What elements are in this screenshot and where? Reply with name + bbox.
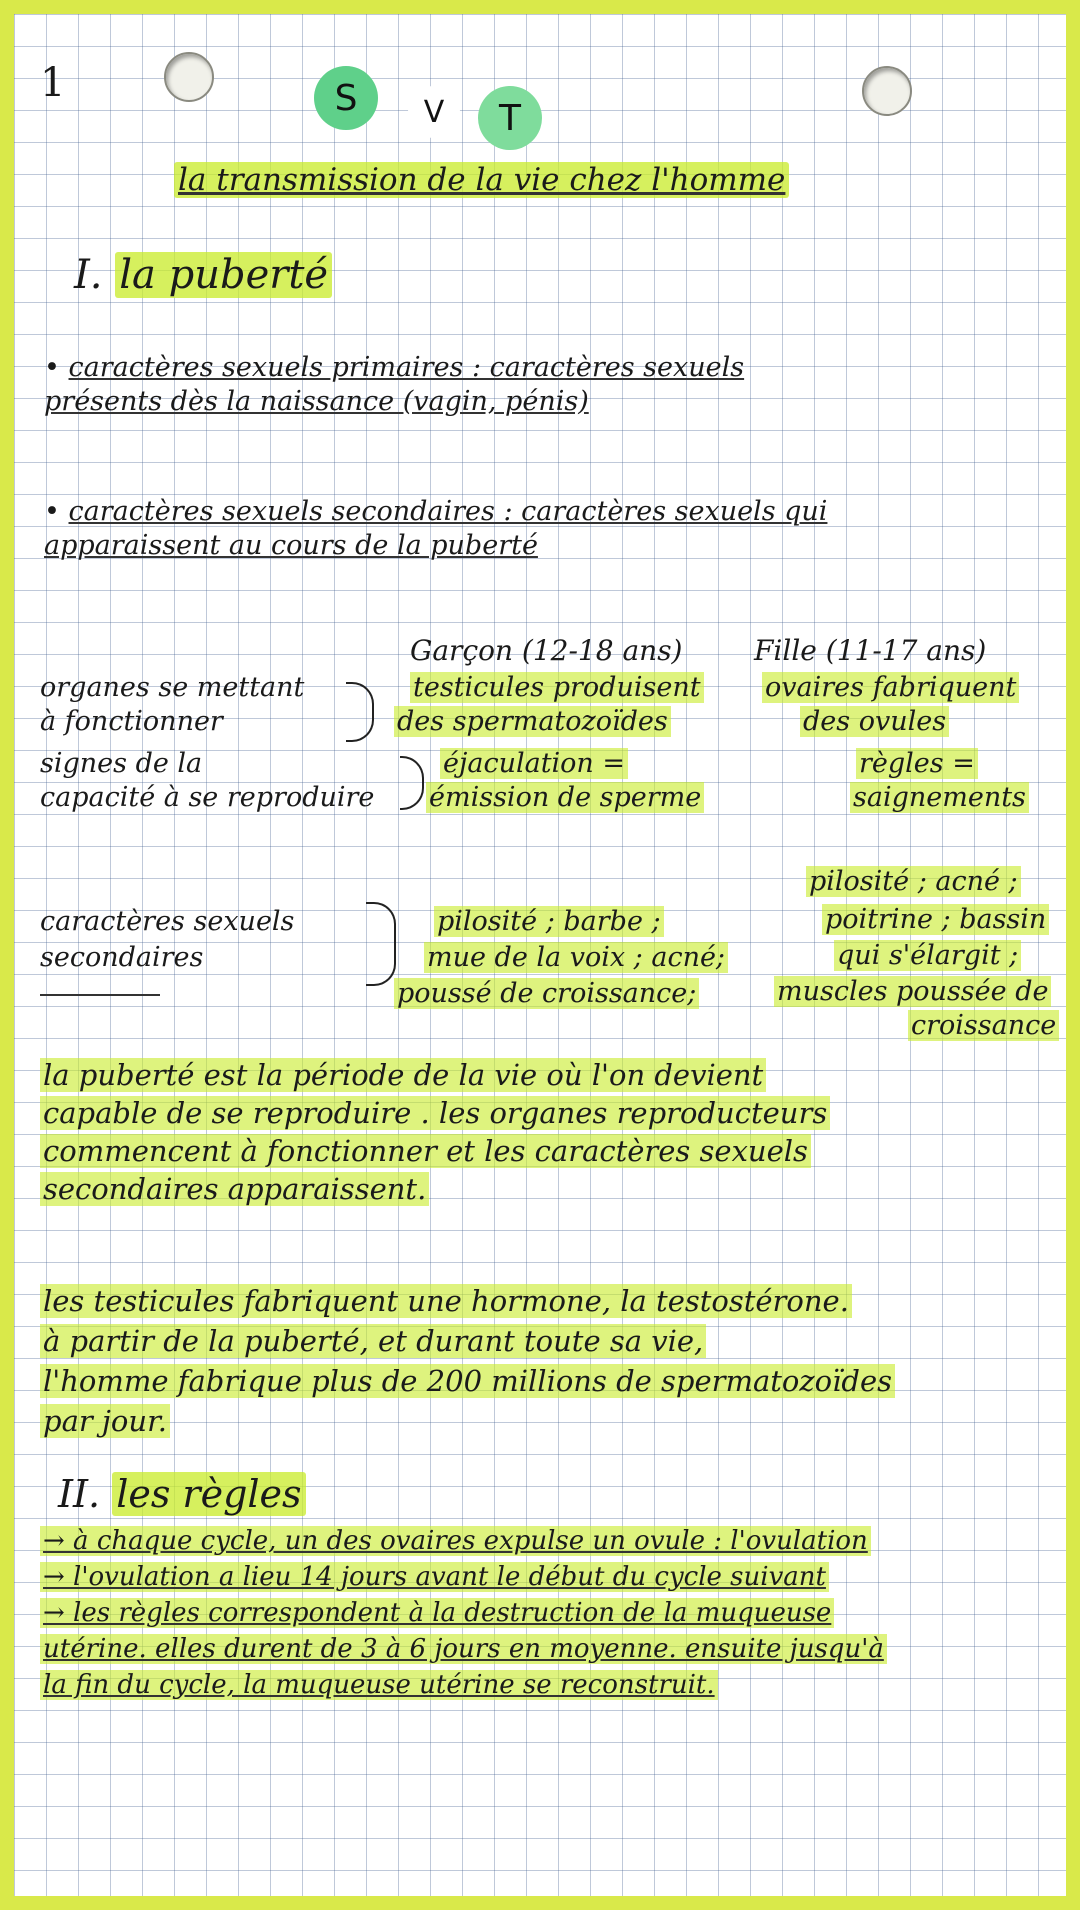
brace-row1b — [400, 756, 424, 810]
section-1-heading: I. la puberté — [74, 252, 332, 298]
rules-line2: → l'ovulation a lieu 14 jours avant le début du cycle suivant — [40, 1562, 829, 1592]
bullet-primary-1: • caractères sexuels primaires : caractères sexuels — [44, 352, 745, 383]
paragraph1-line2: capable de se reproduire . les organes reproducteurs — [40, 1096, 830, 1130]
boy-row2-line2: mue de la voix ; acné; — [424, 942, 728, 973]
page-number: 1 — [40, 60, 66, 106]
column-header-boy: Garçon (12-18 ans) — [410, 634, 683, 667]
separator-line — [40, 994, 160, 996]
binder-hole-left — [164, 52, 214, 102]
boy-row2-line1: pilosité ; barbe ; — [434, 906, 664, 937]
boy-row1-line3: éjaculation = — [440, 748, 628, 779]
row1-label-line2: à fonctionner — [40, 706, 223, 737]
bullet-secondary-2: apparaissent au cours de la puberté — [44, 530, 538, 561]
girl-row2-line1: pilosité ; acné ; — [806, 866, 1021, 897]
girl-row1-line3: règles = — [856, 748, 978, 779]
rules-line4: utérine. elles durent de 3 à 6 jours en moyenne. ensuite jusqu'à — [40, 1634, 887, 1664]
girl-row1-line4: saignements — [850, 782, 1029, 813]
girl-row1-line1: ovaires fabriquent — [762, 672, 1019, 703]
logo-t: T — [478, 86, 542, 150]
row1-label-line1: organes se mettant — [40, 672, 305, 703]
logo-s: S — [314, 66, 378, 130]
rules-line3: → les règles correspondent à la destruction de la muqueuse — [40, 1598, 834, 1628]
row1-label-line4: capacité à se reproduire — [40, 782, 375, 813]
brace-row1a — [346, 682, 374, 742]
binder-hole-right — [862, 66, 912, 116]
row1-label-line3: signes de la — [40, 748, 203, 779]
logo-v: V — [408, 86, 460, 138]
paragraph2-line4: par jour. — [40, 1404, 170, 1438]
section-2-heading: II. les règles — [58, 1472, 306, 1516]
bullet-secondary-1: • caractères sexuels secondaires : caractères sexuels qui — [44, 496, 828, 527]
column-header-girl: Fille (11-17 ans) — [754, 634, 987, 667]
paragraph1-line1: la puberté est la période de la vie où l'on devient — [40, 1058, 766, 1092]
boy-row1-line1: testicules produisent — [410, 672, 704, 703]
paragraph2-line2: à partir de la puberté, et durant toute sa vie, — [40, 1324, 706, 1358]
girl-row2-line3: qui s'élargit ; — [834, 940, 1021, 971]
brace-row2 — [366, 902, 396, 986]
girl-row2-line4: muscles poussée de — [774, 976, 1051, 1007]
paragraph2-line3: l'homme fabrique plus de 200 millions de spermatozoïdes — [40, 1364, 895, 1398]
boy-row2-line3: poussé de croissance; — [394, 978, 699, 1009]
row2-label-line1: caractères sexuels — [40, 906, 295, 937]
girl-row2-line2: poitrine ; bassin — [822, 904, 1049, 935]
paragraph1-line3: commencent à fonctionner et les caractères sexuels — [40, 1134, 811, 1168]
rules-line5: la fin du cycle, la muqueuse utérine se reconstruit. — [40, 1670, 718, 1700]
rules-line1: → à chaque cycle, un des ovaires expulse un ovule : l'ovulation — [40, 1526, 871, 1556]
notebook-page — [14, 14, 1066, 1896]
girl-row2-line5: croissance — [908, 1010, 1059, 1041]
row2-label-line2: secondaires — [40, 942, 204, 973]
paragraph1-line4: secondaires apparaissent. — [40, 1172, 429, 1206]
page-title: la transmission de la vie chez l'homme — [174, 162, 789, 198]
boy-row1-line2: des spermatozoïdes — [394, 706, 671, 737]
girl-row1-line2: des ovules — [800, 706, 949, 737]
boy-row1-line4: émission de sperme — [426, 782, 704, 813]
paragraph2-line1: les testicules fabriquent une hormone, la testostérone. — [40, 1284, 852, 1318]
bullet-primary-2: présents dès la naissance (vagin, pénis) — [44, 386, 589, 417]
